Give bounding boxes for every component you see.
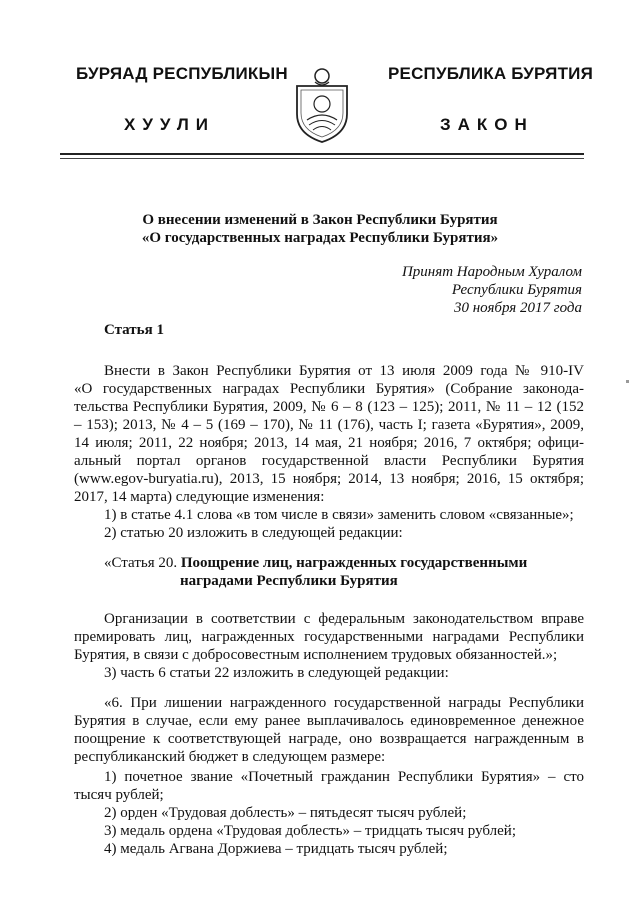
header-left-top: БУРЯАД РЕСПУБЛИКЫН (76, 64, 288, 83)
article1-line: альный портал органов государственной власти Республики Бурятия (74, 453, 584, 469)
award-item: 3) медаль ордена «Трудовая доблесть» – тридцать тысяч рублей; (104, 823, 516, 839)
article20-body-line: премировать лиц, награжденных государственными наградами Республики (74, 629, 584, 645)
article1-line: 2017, 14 марта) следующие изменения: (74, 489, 325, 505)
award-item: тысяч рублей; (74, 787, 164, 803)
adopted-line2: Республики Бурятия (451, 282, 582, 298)
part6-line: республиканский бюджет в следующем размере: (74, 749, 386, 765)
part6-line: поощрение к соответствующей награде, оно возвращается награжденным в (74, 731, 584, 747)
article20-heading-line1 (104, 554, 527, 572)
award-item: 4) медаль Агвана Доржиева – тридцать тысяч рублей; (104, 841, 448, 857)
article1-line: – 153); 2013, № 4 – 5 (169 – 170), № 11 (176), часть I; газета «Бурятия», 2009, (74, 417, 584, 433)
article1-line: «О государственных наградах Республики Бурятия» (Собрание законода- (74, 381, 584, 397)
header-divider-thick (60, 153, 584, 155)
article1-line: тельства Республики Бурятия, 2009, № 6 – 8 (123 – 125); 2011, № 11 – 12 (152 (74, 399, 584, 415)
article20-body-line: Организации в соответствии с федеральным законодательством вправе (104, 611, 584, 627)
part6-line: Бурятия в случае, если ему ранее выплачивалось единовременное денежное (74, 713, 584, 729)
header-left-bottom: ХУУЛИ (124, 115, 215, 134)
law-title-line2: «О государственных наградах Республики Бурятия» (141, 230, 499, 246)
article20-body-line: Бурятия, в связи с добросовестным исполнением трудовых обязанностей.»; (74, 647, 558, 663)
article1-line: Внести в Закон Республики Бурятия от 13 июля 2009 года № 910-IV (104, 363, 584, 379)
amendment-item: 3) часть 6 статьи 22 изложить в следующей редакции: (104, 665, 449, 681)
adopted-date: 30 ноября 2017 года (453, 300, 582, 316)
header-right-bottom: ЗАКОН (440, 115, 534, 134)
article20-heading-line2: наградами Республики Бурятия (180, 573, 398, 589)
amendment-item: 2) статью 20 изложить в следующей редакции: (104, 525, 403, 541)
article20-heading: Поощрение лиц, награжденных государственными (180, 555, 528, 571)
law-title-line1: О внесении изменений в Закон Республики Бурятия (142, 212, 498, 228)
article1-line: (www.egov-buryatia.ru), 2013, 15 ноября; 2014, 13 ноября; 2016, 15 октября; (74, 471, 584, 487)
award-item: 1) почетное звание «Почетный гражданин Республики Бурятия» – сто (104, 769, 584, 785)
article20-prefix: «Статья 20. (104, 555, 181, 571)
award-item: 2) орден «Трудовая доблесть» – пятьдесят тысяч рублей; (104, 805, 467, 821)
adopted-line1: Принят Народным Хуралом (401, 264, 582, 280)
article1-line: 14 июля; 2011, 22 ноября; 2013, 14 мая, 21 ноября; 2016, 7 октября; офици- (74, 435, 584, 451)
header-right-top: РЕСПУБЛИКА БУРЯТИЯ (388, 64, 593, 83)
scan-artifact (626, 380, 629, 383)
coat-of-arms-emblem (291, 66, 353, 144)
article-heading: Статья 1 (104, 322, 164, 338)
part6-line: «6. При лишении награжденного государственной награды Республики (104, 695, 584, 711)
amendment-item: 1) в статье 4.1 слова «в том числе в связи» заменить словом «связанные»; (104, 507, 574, 523)
header-divider-thin (60, 158, 584, 159)
